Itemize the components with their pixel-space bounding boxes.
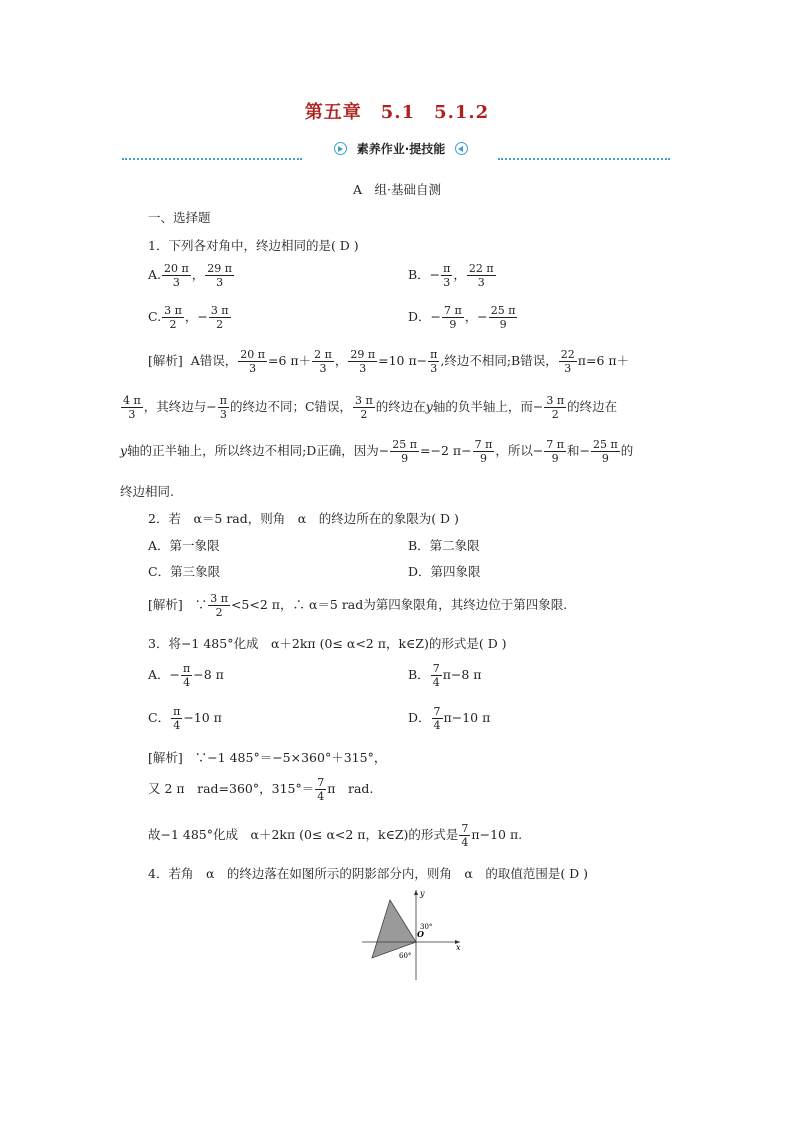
group-heading: A 组·基础自测 (352, 182, 441, 197)
q1-analysis-line-3: y轴的正半轴上，所以终边不相同;D正确，因为− $\frac{25 \pi}{9}$ =−2 π− $\frac{7 \pi}{9}$ ，所以− $\frac{7 \pi}{9}$ 和− $\frac{25 \pi}{9}$ 的 (120, 438, 634, 465)
fraction: $\frac{25 \pi}{9}$ (490, 304, 516, 331)
origin-label: O (417, 929, 424, 939)
fraction: $\frac{7 \pi}{9}$ (444, 304, 462, 331)
q3-option-a: A．− $\frac{\pi}{4}$ −8 π (148, 662, 224, 689)
analysis-tag: [解析] (148, 597, 183, 612)
q3-analysis-line-1: [解析] ∵−1 485°＝−5×360°＋315°， (148, 750, 387, 765)
q2-option-b: B．第二象限 (408, 538, 480, 553)
angle-30-label: 30° (420, 923, 433, 931)
analysis-tag: [解析] (148, 750, 183, 765)
banner-divider-left (122, 158, 302, 160)
part-heading: 一、选择题 (148, 210, 211, 225)
option-label: A. (148, 267, 162, 282)
q1-analysis-line-1: [解析] A错误， $\frac{20 \pi}{3}$ =6 π＋ $\frac{2 \pi}{3}$ ， $\frac{29 \pi}{3}$ =10 π− $\frac{\pi}{3}$ ,终边不相同;B错误， $\frac{22}{3}$ π=6 π＋ (148, 348, 630, 375)
banner-divider-right (498, 158, 670, 160)
q1-analysis-line-2: $\frac{4 \pi}{3}$ ，其终边与− $\frac{\pi}{3}$ 的终边不同；C错误， $\frac{3 \pi}{2}$ 的终边在y轴的负半轴上，而− $\frac{3 \pi}{2}$ 的终边在 (123, 394, 618, 421)
arrow-right-icon (334, 142, 347, 155)
shaded-region (372, 900, 416, 958)
fraction: $\frac{29 \pi}{3}$ (207, 262, 232, 289)
q2-option-c: C．第三象限 (148, 564, 221, 579)
section-banner (311, 140, 491, 156)
q3-option-d: D． $\frac{7}{4}$ π−10 π (408, 705, 491, 732)
analysis-tag: [解析] (148, 353, 183, 368)
y-axis-arrow-icon (414, 890, 418, 895)
q2-option-d: D．第四象限 (408, 564, 481, 579)
fraction: $\frac{3 \pi}{2}$ (210, 304, 229, 331)
y-axis-label: y (420, 889, 425, 898)
question-1-stem: 1．下列各对角中，终边相同的是( D ) (148, 238, 359, 253)
fraction: $\frac{22 \pi}{3}$ (468, 262, 494, 289)
fraction: $\frac{20 \pi}{3}$ (164, 262, 189, 289)
question-3-stem: 3．将−1 485°化成 α＋2kπ (0≤ α<2 π，k∈Z)的形式是( D ) (148, 636, 507, 651)
angle-60-label: 60° (399, 952, 412, 960)
q3-analysis-line-3: 故−1 485°化成 α＋2kπ (0≤ α<2 π，k∈Z)的形式是 $\frac{7}{4}$ π−10 π. (148, 822, 523, 849)
question-4-stem: 4．若角 α 的终边落在如图所示的阴影部分内，则角 α 的取值范围是( D ) (148, 866, 589, 881)
page-title: 第五章 5.1 5.1.2 (304, 102, 490, 123)
q2-option-a: A．第一象限 (148, 538, 220, 553)
question-2-stem: 2．若 α＝5 rad，则角 α 的终边所在的象限为( D ) (148, 511, 459, 526)
q3-option-b: B． $\frac{7}{4}$ π−8 π (408, 662, 482, 689)
q1-analysis-line-4: 终边相同. (120, 484, 174, 499)
q1-option-b: B．− $\frac{\pi}{3}$ ， $\frac{22 \pi}{3}$ (408, 262, 494, 289)
banner-text: 素养作业·提技能 (356, 142, 446, 156)
q1-option-c: C. $\frac{3 \pi}{2}$ ，− $\frac{3 \pi}{2}$ (148, 304, 229, 331)
q1-option-a: A. $\frac{20 \pi}{3}$ ， $\frac{29 \pi}{3}$ (148, 262, 232, 289)
q1-option-d: D．− $\frac{7 \pi}{9}$ ，− $\frac{25 \pi}{9}$ (408, 304, 516, 331)
q2-analysis: [解析] ∵ $\frac{3 \pi}{2}$ <5<2 π，∴ α＝5 rad为第四象限角，其终边位于第四象限. (148, 592, 568, 619)
q3-option-c: C． $\frac{\pi}{4}$ −10 π (148, 705, 222, 732)
fraction: $\frac{3 \pi}{2}$ (164, 304, 182, 331)
q3-analysis-line-2: 又 2 π rad=360°，315°＝ $\frac{7}{4}$ π rad. (148, 776, 374, 803)
angle-figure (356, 884, 468, 982)
fraction: $\frac{\pi}{3}$ (443, 262, 451, 289)
arrow-left-icon (455, 142, 468, 155)
x-axis-label: x (456, 943, 461, 952)
